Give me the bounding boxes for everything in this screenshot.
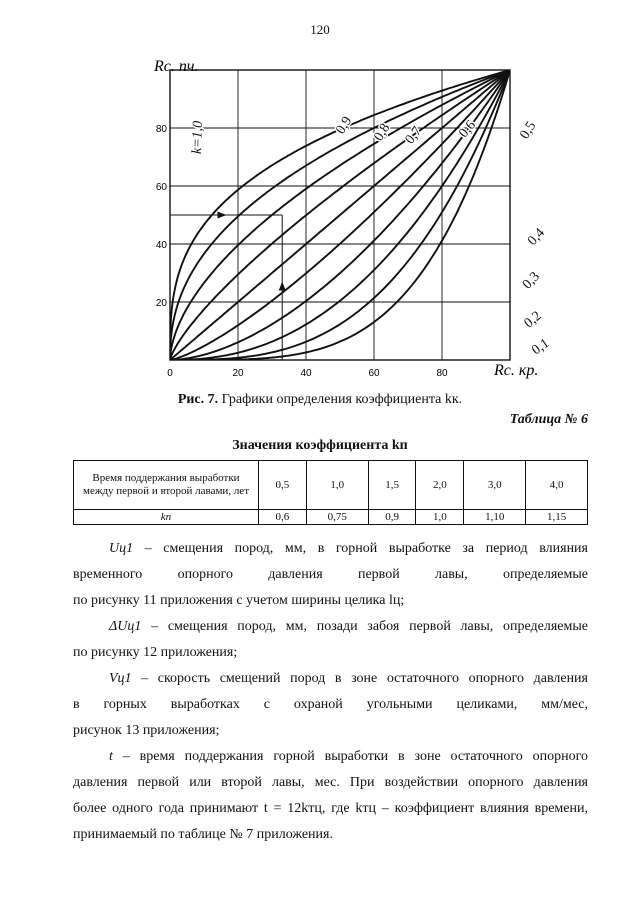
paragraph-u1-line1: Uц1 – смещения пород, мм, в горной выработке за период влияния: [109, 541, 588, 556]
x-tick-label: 20: [232, 368, 244, 379]
y-tick-label: 40: [155, 240, 167, 251]
symbol-v1: Vц1: [109, 671, 132, 686]
y-tick-label: 80: [155, 124, 167, 135]
y-tick-label: 20: [155, 298, 167, 309]
paragraph-v1-line2: в горных выработках с охраной угольными целиками, мм/мес,: [73, 697, 588, 712]
x-tick-label: 60: [368, 368, 380, 379]
coefficient-chart: [140, 55, 560, 390]
chart-tick-labels: [156, 124, 448, 379]
paragraph-t-line2: давления первой или второй лавы, мес. При воздействии опорного давления: [73, 775, 588, 790]
curve-label: 0,4: [525, 225, 548, 249]
table-value-cell: 1,15: [526, 510, 588, 525]
curve-label: 0,2: [521, 308, 545, 332]
paragraph-t-line1: t – время поддержания горной выработки в зоне остаточного опорного: [109, 749, 588, 764]
arrow-right-icon: [217, 212, 226, 219]
figure-caption: [0, 392, 640, 408]
chart-curves: [170, 70, 510, 360]
table-time-cell: 3,0: [464, 461, 526, 510]
symbol-du1: ΔUц1: [109, 619, 142, 634]
table-row-kp: [74, 510, 588, 525]
curve-label: k=1,0: [189, 120, 206, 155]
symbol-u1: Uц1: [109, 541, 134, 556]
paragraph-t-line3: более одного года принимают t = 12kтц, где kтц – коэффициент влияния времени,: [73, 801, 588, 816]
page-number: 120: [310, 22, 330, 37]
curve-label: 0,3: [519, 269, 543, 293]
table-row-label: kп: [74, 510, 259, 525]
coefficient-table: [73, 460, 588, 525]
table-time-cell: 1,0: [306, 461, 368, 510]
curve-label: 0,8: [371, 121, 394, 144]
table-value-cell: 1,10: [464, 510, 526, 525]
figure-caption-prefix: Рис. 7.: [177, 392, 219, 407]
curve-label: 0,5: [517, 119, 540, 142]
table-value-cell: 1,0: [416, 510, 464, 525]
table-value-cell: 0,75: [306, 510, 368, 525]
paragraph-du1-line2: по рисунку 12 приложения;: [73, 645, 238, 660]
table-time-cell: 0,5: [259, 461, 307, 510]
paragraph-du1-line1: ΔUц1 – смещения пород, мм, позади забоя первой лавы, определяемые: [109, 619, 588, 634]
paragraph-u1-line2: временного опорного давления первой лавы, определяемые: [73, 567, 588, 582]
table-label: Таблица № 6: [509, 412, 588, 427]
table-row-time: [74, 461, 588, 510]
table-time-cell: 4,0: [526, 461, 588, 510]
table-value-cell: 0,6: [259, 510, 307, 525]
symbol-t: t: [109, 749, 113, 764]
figure-caption-text: Графики определения коэффициента kк.: [218, 392, 463, 407]
paragraph-v1-line3: рисунок 13 приложения;: [73, 723, 220, 738]
x-tick-label: 80: [436, 368, 448, 379]
curve-label: 0,1: [529, 335, 553, 359]
paragraph-u1-line3: по рисунку 11 приложения с учетом ширины целика lц;: [73, 593, 405, 608]
table-value-cell: 0,9: [368, 510, 416, 525]
y-axis-label: Rс. пч.: [154, 58, 199, 75]
curve-label: 0,6: [456, 117, 480, 141]
paragraph-v1-line1: Vц1 – скорость смещений пород в зоне остаточного опорного давления: [109, 671, 588, 686]
table-time-cell: 1,5: [368, 461, 416, 510]
curve-label: 0,7: [402, 124, 426, 148]
x-tick-label: 40: [300, 368, 312, 379]
paragraph-t-line4: принимаемый по таблице № 7 приложения.: [73, 827, 333, 842]
table-time-cell: 2,0: [416, 461, 464, 510]
table-title: Значения коэффициента kп: [232, 438, 408, 453]
x-axis-label: Rс. кр.: [494, 362, 539, 379]
table-head-label: Время поддержания выработки между первой и второй лавами, лет: [74, 461, 259, 510]
y-tick-label: 60: [155, 182, 167, 193]
curve-label: 0,9: [333, 114, 356, 137]
x-tick-label: 0: [167, 368, 173, 379]
arrow-up-icon: [279, 282, 286, 291]
